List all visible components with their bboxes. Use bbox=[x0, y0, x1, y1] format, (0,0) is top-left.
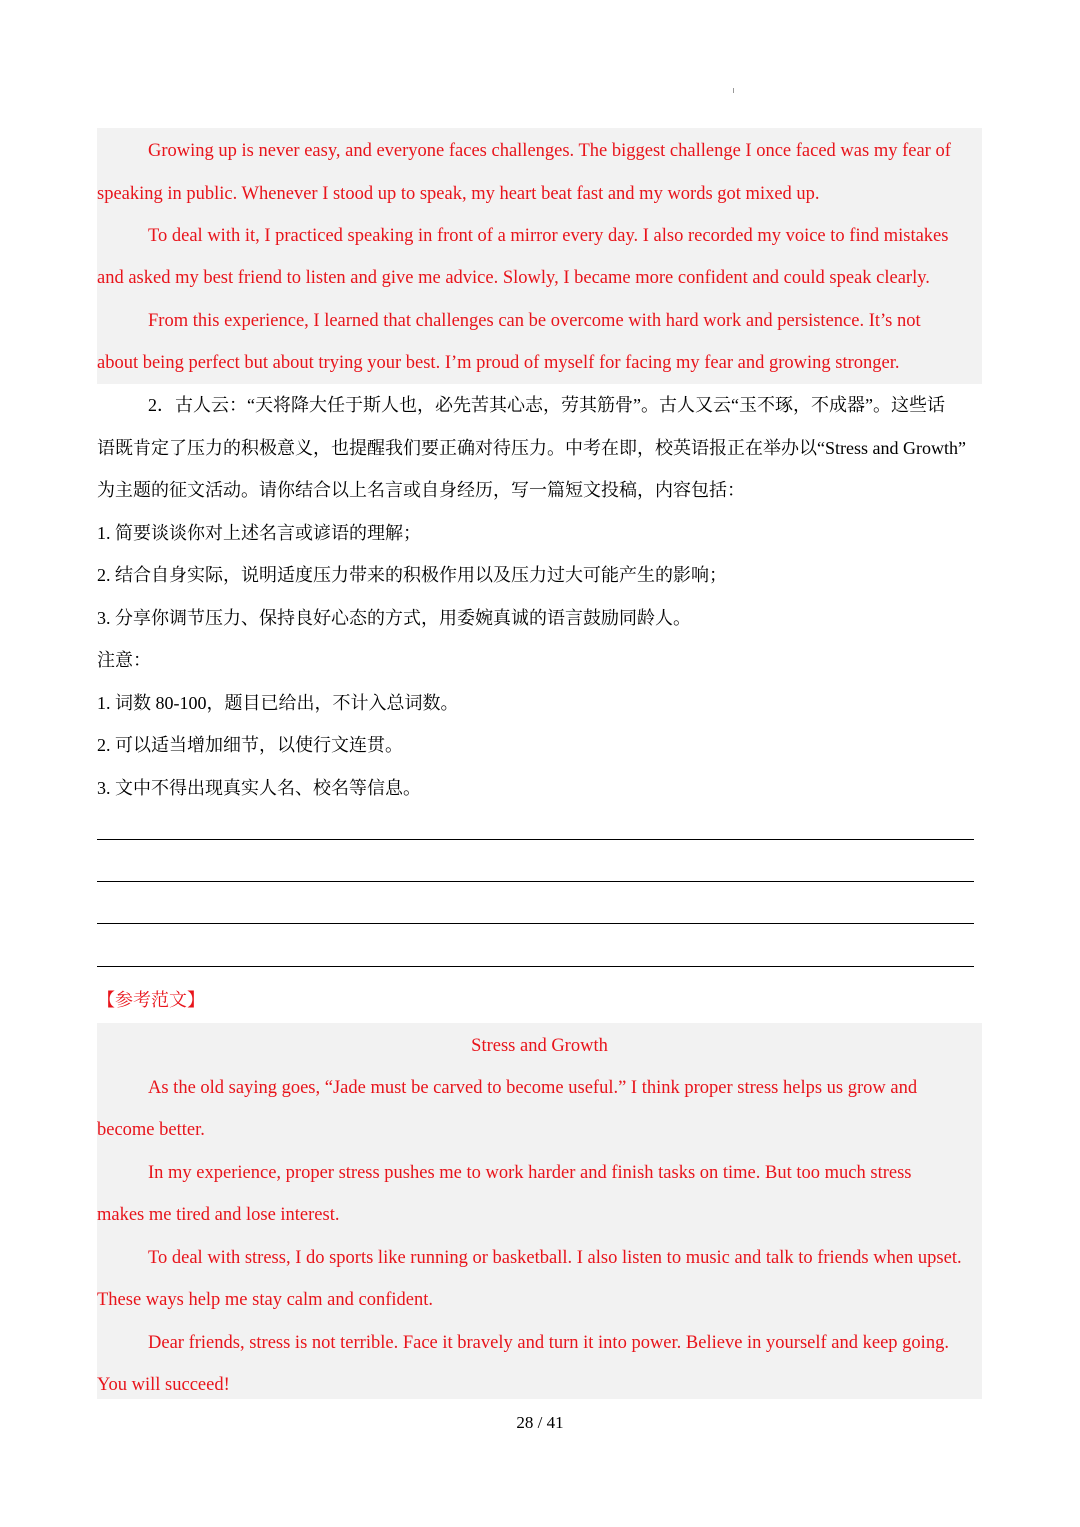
sample-line: makes me tired and lose interest. bbox=[97, 1205, 340, 1225]
task2-prompt-line: 为主题的征文活动。请你结合以上名言或自身经历，写一篇短文投稿，内容包括： bbox=[97, 480, 745, 500]
sample-title: Stress and Growth bbox=[471, 1036, 608, 1056]
note-item: 3. 文中不得出现真实人名、校名等信息。 bbox=[97, 778, 421, 798]
task2-prompt-line: 2．古人云：“天将降大任于斯人也，必先苦其心志，劳其筋骨”。古人又云“玉不琢，不成器”。这些话 bbox=[148, 395, 945, 415]
sample-line: become better. bbox=[97, 1120, 205, 1140]
sample-line: These ways help me stay calm and confident. bbox=[97, 1290, 433, 1310]
essay1-line: speaking in public. Whenever I stood up to speak, my heart beat fast and my words got mixed up. bbox=[97, 184, 820, 204]
note-item: 1. 词数 80-100，题目已给出，不计入总词数。 bbox=[97, 693, 459, 713]
sample-line: To deal with stress, I do sports like running or basketball. I also listen to music and talk to friends when upset. bbox=[148, 1248, 962, 1268]
essay1-line: To deal with it, I practiced speaking in front of a mirror every day. I also recorded my voice to find mistakes bbox=[148, 226, 949, 246]
writing-line bbox=[97, 839, 974, 840]
sample-line: Dear friends, stress is not terrible. Face it bravely and turn it into power. Believe in yourself and keep going. bbox=[148, 1333, 949, 1353]
writing-line bbox=[97, 923, 974, 924]
stray-mark bbox=[733, 88, 734, 93]
note-label: 注意： bbox=[97, 650, 151, 670]
sample-line: In my experience, proper stress pushes me to work harder and finish tasks on time. But too much stress bbox=[148, 1163, 912, 1183]
essay1-line: Growing up is never easy, and everyone faces challenges. The biggest challenge I once faced was my fear of bbox=[148, 141, 951, 161]
task2-prompt-line: 语既肯定了压力的积极意义，也提醒我们要正确对待压力。中考在即，校英语报正在举办以“Stress and Growth” bbox=[97, 438, 966, 458]
sample-line: You will succeed! bbox=[97, 1375, 230, 1395]
writing-line bbox=[97, 966, 974, 967]
note-item: 2. 可以适当增加细节，以使行文连贯。 bbox=[97, 735, 403, 755]
requirement-item: 2. 结合自身实际，说明适度压力带来的积极作用以及压力过大可能产生的影响； bbox=[97, 565, 727, 585]
sample-label: 【参考范文】 bbox=[97, 990, 205, 1010]
writing-line bbox=[97, 881, 974, 882]
sample-line: As the old saying goes, “Jade must be carved to become useful.” I think proper stress helps us grow and bbox=[148, 1078, 918, 1098]
requirement-item: 3. 分享你调节压力、保持良好心态的方式，用委婉真诚的语言鼓励同龄人。 bbox=[97, 608, 691, 628]
essay1-line: about being perfect but about trying your best. I’m proud of myself for facing my fear and growing stronger. bbox=[97, 353, 900, 373]
essay1-line: From this experience, I learned that challenges can be overcome with hard work and persistence. It’s not bbox=[148, 311, 921, 331]
essay1-line: and asked my best friend to listen and give me advice. Slowly, I became more confident and could speak clearly. bbox=[97, 268, 930, 288]
page-number: 28 / 41 bbox=[516, 1413, 564, 1432]
answer-block-1 bbox=[97, 128, 982, 384]
requirement-item: 1. 简要谈谈你对上述名言或谚语的理解； bbox=[97, 523, 421, 543]
